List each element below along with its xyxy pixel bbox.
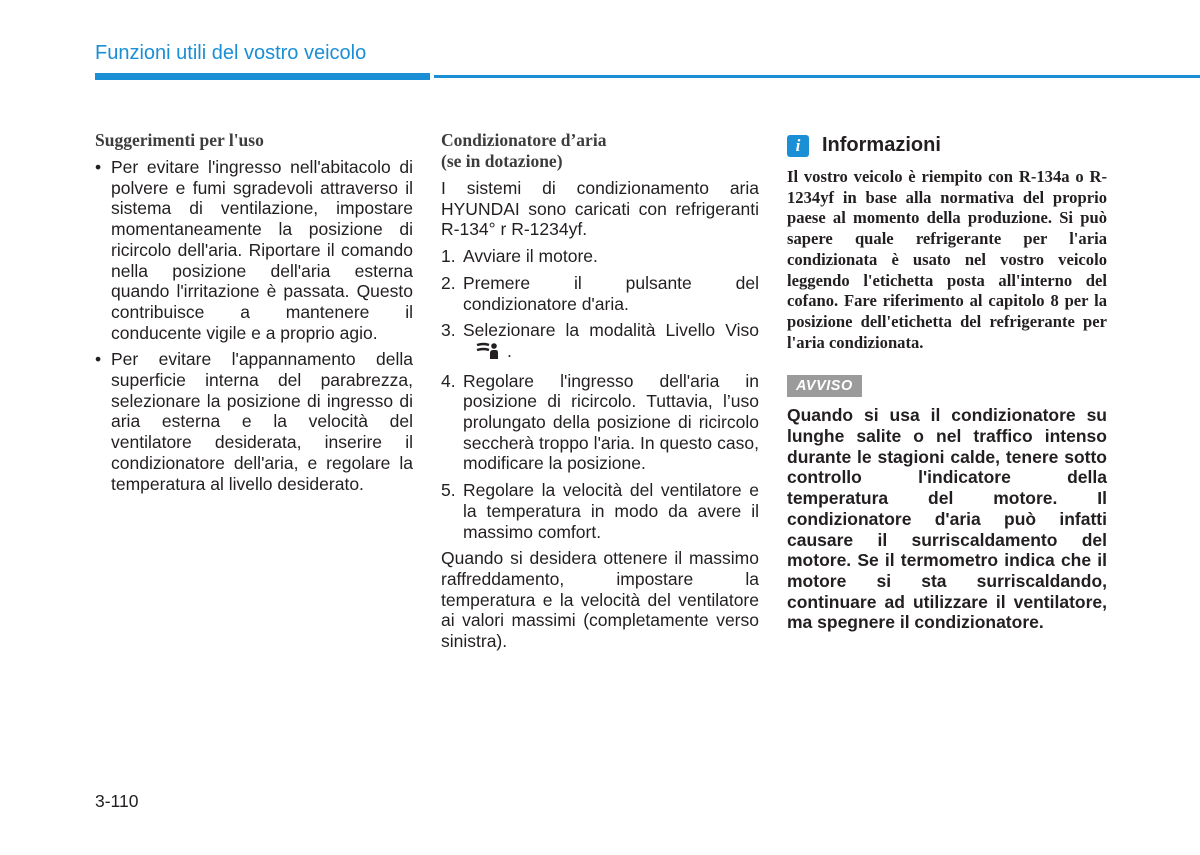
list-item — [441, 246, 759, 267]
list-item: • Per evitare l'ingresso nell'abitacolo di polvere e fumi sgradevoli attraverso il sistema di ventilazione, impostare momentaneamente la posizione di ricircolo dell'aria. Riportare il comando nella posizione dell'aria esterna quando l'irritazione è passata. Questo contribuisce a mantenere il conducente vigile e a proprio agio. — [95, 157, 413, 343]
info-icon: i — [787, 135, 809, 157]
ac-outro: Quando si desidera ottenere il massimo raffreddamento, impostare la temperatura e la velocità del ventilatore ai valori massimi (completamente verso sinistra). — [441, 548, 759, 652]
header-rule-thick — [95, 73, 430, 80]
warning-text: Quando si usa il condizionatore su lunghe salite o nel traffico intenso durante le stagioni calde, tenere sotto controllo l'indicatore della temperatura del motore. Il condizionatore d'aria può infatti causare il surriscaldamento del motore. Se il termometro indica che il motore si sta surriscaldando, continuare ad utilizzare il ventilatore, ma spegnere il condizionatore. — [787, 405, 1107, 633]
step-number: 5. — [441, 480, 456, 501]
ac-heading-line2: (se in dotazione) — [441, 151, 563, 171]
info-column — [787, 130, 1107, 633]
page-header-title: Funzioni utili del vostro veicolo — [95, 42, 367, 64]
info-header — [787, 134, 1107, 157]
list-item: • Per evitare l'appannamento della superficie interna del parabrezza, selezionare la posizione di ingresso di aria esterna e la velocità del ventilatore desiderata, inserire il condizionatore dell'aria, e regolare la temperatura al livello desiderato. — [95, 349, 413, 494]
tips-column — [95, 130, 413, 500]
step-text: Avviare il motore. — [463, 246, 598, 267]
ac-heading — [441, 130, 759, 172]
ac-intro: I sistemi di condizionamento aria HYUNDAI sono caricati con refrigeranti R-134° r R-1234yf. — [441, 178, 759, 240]
step-text: Selezionare la modalità Livello Viso — [463, 320, 759, 341]
page-number: 3-110 — [95, 791, 139, 811]
ac-steps — [441, 246, 759, 542]
step-text: Regolare la velocità del ventilatore e la temperatura in modo da avere il massimo comfort. — [463, 480, 759, 542]
step-text: Premere il pulsante del condizionatore d'aria. — [463, 272, 759, 314]
warning-badge: AVVISO — [787, 375, 862, 397]
step-suffix: . — [507, 340, 512, 361]
tips-heading: Suggerimenti per l'uso — [95, 130, 264, 150]
list-item — [441, 320, 759, 364]
list-item — [441, 273, 759, 314]
step-number: 2. — [441, 272, 456, 293]
step-text: Regolare l'ingresso dell'aria in posizione di ricircolo. Tuttavia, l’uso prolungato della posizione di ricircolo seccherà troppo l'aria. In questo caso, modificare la posizione. — [463, 370, 759, 474]
info-text: Il vostro veicolo è riempito con R-134a o R-1234yf in base alla normativa del proprio paese al momento della produzione. Si può sapere quale refrigerante per l'aria condizionata è usato nel vostro veicolo leggendo l'etichetta posta all'interno del cofano. Fare riferimento al capitolo 8 per la posizione dell'etichetta del refrigerante per l'aria condizionata. — [787, 167, 1107, 352]
info-title: Informazioni — [822, 134, 941, 156]
step-number: 3. — [441, 320, 456, 341]
header-rule-thin — [434, 75, 1200, 78]
face-level-vent-icon — [475, 342, 499, 365]
step-number: 4. — [441, 370, 456, 391]
ac-heading-line1: Condizionatore d’aria — [441, 130, 607, 150]
list-item — [441, 480, 759, 542]
step-number: 1. — [441, 246, 456, 267]
list-item — [441, 371, 759, 475]
tips-list — [95, 157, 413, 494]
ac-column — [441, 130, 759, 652]
